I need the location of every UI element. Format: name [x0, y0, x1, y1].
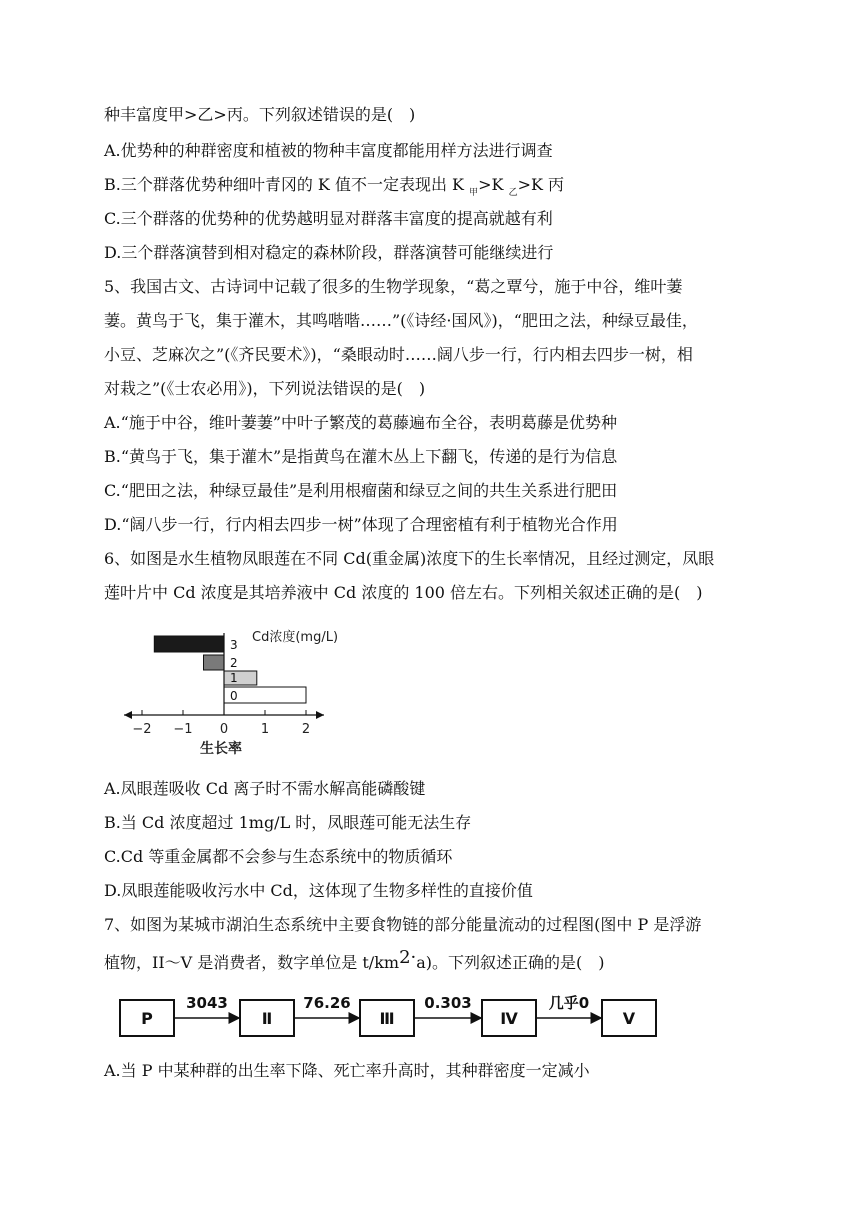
energy-flow-value: 几乎0: [548, 994, 590, 1012]
energy-flow-value: 3043: [186, 994, 228, 1012]
q6-option-d: D.凤眼莲能吸收污水中 Cd，这体现了生物多样性的直接价值: [104, 881, 533, 900]
q4-option-b: B.三个群落优势种细叶青冈的 K 值不一定表现出 K $_甲$>K $_乙$>K 丙: [104, 175, 565, 198]
x-tick-label: 1: [260, 722, 270, 737]
q5-stem-line-3: 小豆、芝麻次之”(《齐民要术》)，“桑眼动时……阔八步一行，行内相去四步一树，相: [104, 345, 693, 364]
q5-stem-line-4: 对栽之”(《士农必用》)，下列说法错误的是( ): [104, 379, 426, 398]
x-tick-label: −2: [132, 722, 152, 737]
bar-cd-2: [204, 655, 225, 670]
trophic-level-label: Ⅲ: [379, 1009, 395, 1028]
q5-option-d: D.“阔八步一行，行内相去四步一树”体现了合理密植有利于植物光合作用: [104, 515, 618, 534]
chart-legend-label: Cd浓度(mg/L): [252, 630, 339, 645]
bar-cd-1: [224, 671, 257, 685]
q5-stem-line-2: 萋。黄鸟于飞，集于灌木，其鸣喈喈……”(《诗经·国风》)，“肥田之法，种绿豆最佳，: [104, 311, 698, 330]
x-tick-label: −1: [173, 722, 193, 737]
q4-option-a: A.优势种的种群密度和植被的物种丰富度都能用样方法进行调查: [104, 141, 553, 160]
x-tick-label: 0: [219, 722, 229, 737]
q4-stem-continuation: 种丰富度甲>乙>丙。下列叙述错误的是( ): [104, 105, 416, 124]
x-axis-left-arrow: [124, 711, 132, 719]
q6-stem-line-2: 莲叶片中 Cd 浓度是其培养液中 Cd 浓度的 100 倍左右。下列相关叙述正确的是( ): [104, 583, 703, 602]
trophic-level-label: Ⅳ: [500, 1009, 518, 1028]
q5-option-a: A.“施于中谷，维叶萋萋”中叶子繁茂的葛藤遍布全谷，表明葛藤是优势种: [104, 413, 618, 432]
chart-x-axis-label: 生长率: [200, 741, 242, 757]
q6-option-b: B.当 Cd 浓度超过 1mg/L 时，凤眼莲可能无法生存: [104, 813, 472, 832]
q5-option-b: B.“黄鸟于飞，集于灌木”是指黄鸟在灌木丛上下翻飞，传递的是行为信息: [104, 447, 618, 466]
x-axis-right-arrow: [316, 711, 324, 719]
q6-option-c: C.Cd 等重金属都不会参与生态系统中的物质循环: [104, 847, 453, 866]
q5-stem-line-1: 5、我国古文、古诗词中记载了很多的生物学现象，“葛之覃兮，施于中谷，维叶萋: [104, 277, 683, 296]
q6-option-a: A.凤眼莲吸收 Cd 离子时不需水解高能磷酸键: [104, 779, 426, 798]
bar-category-label: 1: [230, 671, 238, 685]
energy-flow-value: 0.303: [424, 994, 472, 1012]
q7-stem-line-2: 植物，II～V 是消费者，数字单位是 t/km2·a)。下列叙述正确的是( ): [104, 947, 605, 972]
q4-option-d: D.三个群落演替到相对稳定的森林阶段，群落演替可能继续进行: [104, 243, 554, 262]
bar-category-label: 0: [230, 689, 238, 703]
x-tick-label: 2: [301, 722, 311, 737]
q6-stem-line-1: 6、如图是水生植物凤眼莲在不同 Cd(重金属)浓度下的生长率情况，且经过测定，凤眼: [104, 549, 715, 568]
energy-flow-diagram: [112, 992, 672, 1044]
trophic-level-label: Ⅱ: [261, 1009, 273, 1028]
q4-option-c: C.三个群落的优势种的优势越明显对群落丰富度的提高就越有利: [104, 209, 553, 228]
cd-growth-chart: [100, 615, 420, 765]
bar-category-label: 2: [230, 656, 238, 670]
q7-option-a: A.当 P 中某种群的出生率下降、死亡率升高时，其种群密度一定减小: [104, 1061, 590, 1080]
q5-option-c: C.“肥田之法，种绿豆最佳”是利用根瘤菌和绿豆之间的共生关系进行肥田: [104, 481, 618, 500]
bar-cd-3: [154, 636, 224, 652]
bar-category-label: 3: [230, 638, 238, 652]
trophic-level-label: V: [622, 1009, 636, 1028]
q7-stem-line-1: 7、如图为某城市湖泊生态系统中主要食物链的部分能量流动的过程图(图中 P 是浮游: [104, 915, 702, 934]
trophic-level-label: P: [141, 1009, 153, 1028]
energy-flow-value: 76.26: [303, 994, 351, 1012]
